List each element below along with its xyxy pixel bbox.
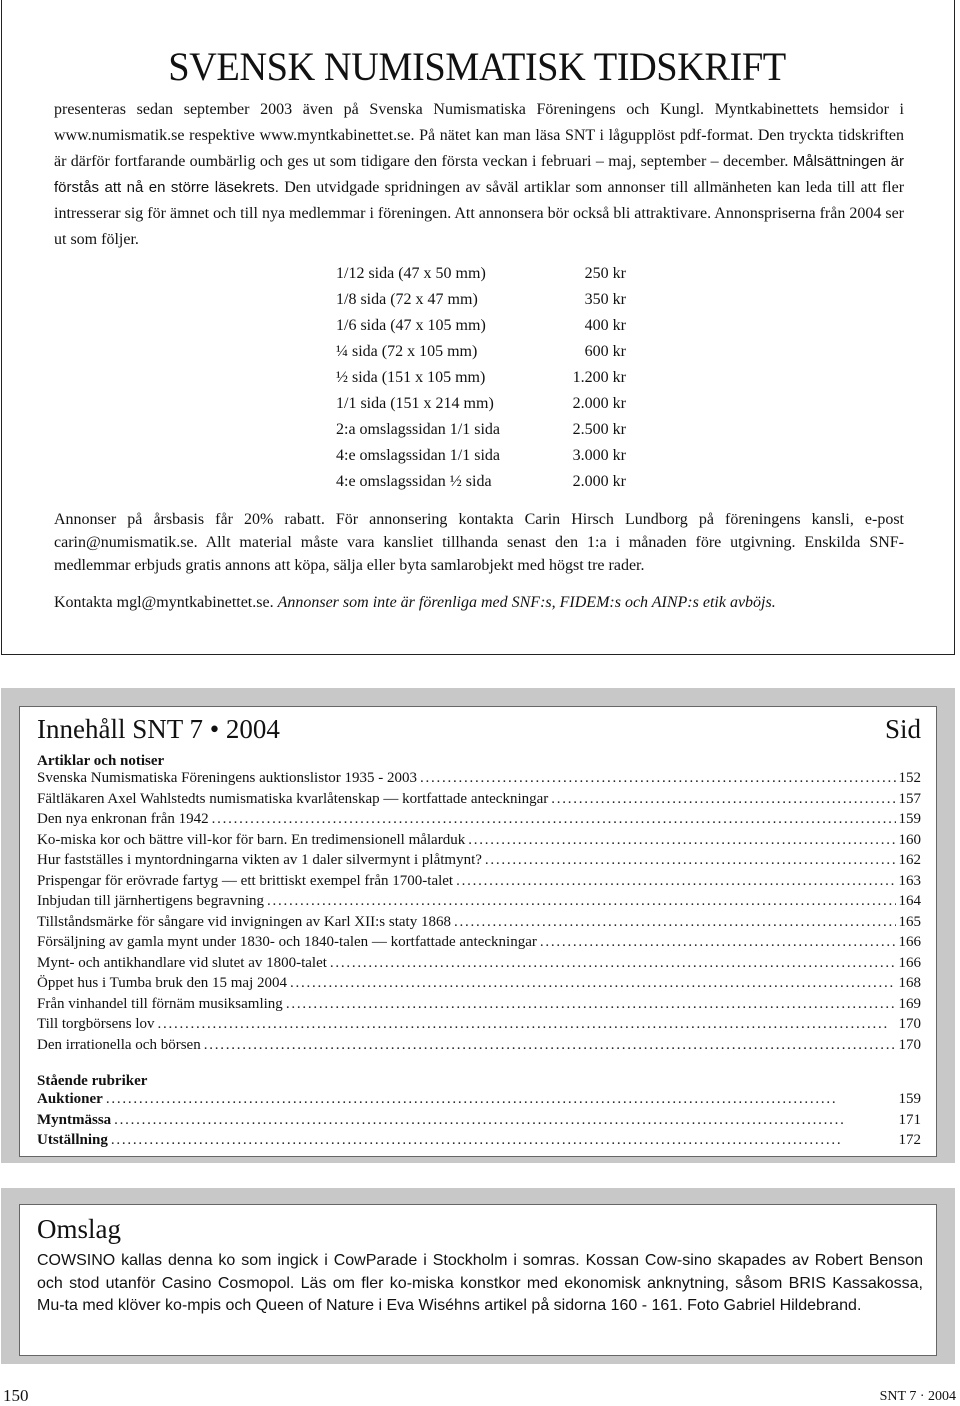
toc-entry[interactable]	[37, 770, 921, 791]
contact-email: Kontakta mgl@myntkabinettet.se.	[54, 594, 274, 611]
leader-dots	[106, 1091, 896, 1108]
toc-entry-page: 166	[898, 954, 921, 971]
price-amount: 600 kr	[584, 343, 626, 360]
regular-sections-heading: Stående rubriker	[37, 1073, 148, 1089]
cover-heading: Omslag	[37, 1214, 121, 1244]
leader-dots	[158, 1016, 896, 1033]
price-amount: 2.000 kr	[572, 473, 626, 490]
price-row	[336, 261, 626, 287]
toc-entry-title: Ko-miska kor och bättre vill-kor för barn. En tredimensionell målarduk	[37, 831, 466, 848]
toc-entry-page: 164	[898, 893, 921, 909]
toc-entry-page: 163	[898, 872, 921, 889]
price-amount: 3.000 kr	[572, 447, 626, 464]
intro-text-3: Den utvidgade spridningen av såväl artiklar som annonser till allmänheten kan leda till att fler intresserar sig för ämnet och till nya medlemmar i föreningen. Att annonsera bör också bli attraktivare. Annonspriserna från 2004 ser ut som följer.	[54, 179, 905, 248]
toc-entry[interactable]	[37, 811, 921, 832]
toc-entry-page: 166	[898, 934, 921, 950]
toc-entry-page: 172	[898, 1132, 921, 1148]
toc-entry[interactable]	[37, 955, 921, 976]
leader-dots	[204, 1037, 896, 1054]
toc-entry-page: 160	[898, 831, 921, 848]
price-row	[336, 417, 626, 443]
toc-entry-page: 170	[898, 1036, 921, 1053]
toc-entry-title: Myntmässa	[37, 1111, 112, 1128]
toc-entry[interactable]	[37, 893, 921, 914]
leader-dots	[551, 791, 895, 808]
toc-entry-page: 169	[898, 995, 921, 1012]
toc-entry-title: Tillståndsmärke för sångare vid invigningen av Karl XII:s staty 1868	[37, 913, 451, 930]
contact-line	[54, 592, 904, 614]
price-size: 1/12 sida (47 x 50 mm)	[336, 265, 486, 282]
intro-text-1: presenteras sedan september 2003 även på Svenska Numismatiska Föreningens och Kungl. Myntkabinettets hemsidor i www.numismatik.se respektive www.myntkabinettet.se. På nätet kan man läsa SNT i lågupplöst pdf-format. Den tryckta tidskriften är därför fortfarande oumbärlig och ges ut som tidigare den första veckan i februari – maj, september – december.	[54, 101, 904, 170]
toc-entry[interactable]	[37, 914, 921, 935]
toc-entry-title: Öppet hus i Tumba bruk den 15 maj 2004	[37, 975, 287, 991]
toc-entry[interactable]	[37, 1091, 921, 1112]
toc-entry-page: 162	[898, 852, 921, 868]
toc-entry-page: 159	[898, 811, 921, 827]
toc-entry[interactable]	[37, 832, 921, 853]
toc-entry[interactable]	[37, 1037, 921, 1058]
toc-entry[interactable]	[37, 791, 921, 812]
toc-entry-title: Prispengar för erövrade fartyg — ett brittiskt exempel från 1700-talet	[37, 872, 454, 889]
price-row	[336, 339, 626, 365]
page-title: SVENSK NUMISMATISK TIDSKRIFT	[168, 44, 786, 89]
price-size: 2:a omslagssidan 1/1 sida	[336, 421, 500, 438]
toc-entry[interactable]	[37, 1112, 921, 1133]
toc-entry-title: Från vinhandel till förnäm musiksamling	[37, 995, 283, 1012]
leader-dots	[540, 934, 896, 951]
advertising-terms: Annonser på årsbasis får 20% rabatt. För annonsering kontakta Carin Hirsch Lundborg på föreningens kansli, e-post carin@numismatik.se. Allt material måste vara kansliet tillhanda senast den 1:a i månaden före utgivning. Enskilda SNF-medlemmar erbjuds gratis annons att köpa, sälja eller byta samlarobjekt med högst tre rader.	[54, 511, 904, 574]
price-size: 1/1 sida (151 x 214 mm)	[336, 395, 494, 412]
price-row	[336, 365, 626, 391]
toc-title: Innehåll SNT 7 • 2004	[37, 714, 280, 744]
toc-entry-title: Försäljning av gamla mynt under 1830- och 1840-talen — kortfattade anteckningar	[37, 934, 537, 950]
price-size: 4:e omslagssidan 1/1 sida	[336, 447, 500, 464]
toc-entry-title: Hur fastställes i myntordningarna vikten av 1 daler silvermynt i plåtmynt?	[37, 852, 482, 868]
price-size: 1/8 sida (72 x 47 mm)	[336, 291, 478, 308]
price-amount: 2.500 kr	[572, 421, 626, 438]
issue-label: SNT 7 · 2004	[879, 1389, 956, 1404]
toc-header	[37, 712, 921, 746]
price-row	[336, 391, 626, 417]
toc-entry[interactable]	[37, 1132, 921, 1153]
price-row	[336, 287, 626, 313]
toc-entry-title: Auktioner	[37, 1091, 103, 1107]
toc-entry-title: Den nya enkronan från 1942	[37, 811, 209, 827]
toc-entry-page: 170	[898, 1016, 921, 1032]
price-list	[336, 261, 626, 495]
leader-dots	[456, 873, 895, 890]
intro-text-2: Målsättningen är förstås att nå en större läsekrets.	[54, 153, 904, 196]
price-amount: 250 kr	[584, 265, 626, 282]
toc-entry-title: Den irrationella och börsen	[37, 1036, 201, 1053]
leader-dots	[212, 811, 896, 828]
toc-entry[interactable]	[37, 975, 921, 996]
leader-dots	[111, 1132, 896, 1149]
toc-entry-title: Svenska Numismatiska Föreningens auktionslistor 1935 - 2003	[37, 770, 417, 786]
leader-dots	[454, 914, 896, 931]
toc-entry-title: Till torgbörsens lov	[37, 1016, 155, 1032]
leader-dots	[468, 832, 895, 849]
toc-entry[interactable]	[37, 934, 921, 955]
price-amount: 1.200 kr	[572, 369, 626, 386]
toc-entry-page: 165	[898, 913, 921, 930]
leader-dots	[286, 996, 896, 1013]
contact-note: Annonser som inte är förenliga med SNF:s, FIDEM:s och AINP:s etik avböjs.	[277, 594, 776, 611]
toc-entry-title: Utställning	[37, 1132, 108, 1148]
cover-description: COWSINO kallas denna ko som ingick i CowParade i Stockholm i somras. Kossan Cow-sino skapades av Robert Benson och stod utanför Casino Cosmopol. Läs om fler ko-miska konstkor med ekonomisk anknytning, såsom BRIS Kassakossa, Mu-ta med klöver ko-mpis och Queen of Nature i Eva Wiséhns artikel på sidorna 160 - 161. Foto Gabriel Hildebrand.	[37, 1252, 923, 1314]
toc-entry-page: 157	[898, 790, 921, 807]
toc-entry-page: 171	[898, 1111, 921, 1128]
leader-dots	[267, 893, 895, 910]
price-size: 1/6 sida (47 x 105 mm)	[336, 317, 486, 334]
regular-sections-list	[37, 1091, 921, 1153]
toc-entry[interactable]	[37, 1016, 921, 1037]
articles-list	[37, 770, 921, 1057]
toc-entry[interactable]	[37, 996, 921, 1017]
toc-entry-page: 159	[898, 1091, 921, 1107]
price-amount: 400 kr	[584, 317, 626, 334]
toc-entry-page: 152	[898, 770, 921, 786]
leader-dots	[290, 975, 896, 992]
price-row	[336, 313, 626, 339]
articles-heading: Artiklar och notiser	[37, 753, 165, 769]
intro-paragraph	[54, 97, 904, 253]
toc-entry-page: 168	[898, 975, 921, 991]
leader-dots	[330, 955, 896, 972]
page-number: 150	[3, 1386, 29, 1405]
toc-entry[interactable]	[37, 873, 921, 894]
toc-entry-title: Fältläkaren Axel Wahlstedts numismatiska kvarlåtenskap — kortfattade anteckningar	[37, 790, 549, 807]
price-row	[336, 469, 626, 495]
price-size: ½ sida (151 x 105 mm)	[336, 369, 486, 386]
toc-entry-title: Mynt- och antikhandlare vid slutet av 1800-talet	[37, 954, 327, 971]
leader-dots	[420, 770, 896, 787]
toc-entry[interactable]	[37, 852, 921, 873]
price-amount: 350 kr	[584, 291, 626, 308]
price-size: ¼ sida (72 x 105 mm)	[336, 343, 478, 360]
toc-page-column-label: Sid	[884, 714, 921, 744]
leader-dots	[114, 1112, 895, 1129]
leader-dots	[485, 852, 896, 869]
price-amount: 2.000 kr	[572, 395, 626, 412]
price-row	[336, 443, 626, 469]
toc-entry-title: Inbjudan till järnhertigens begravning	[37, 893, 265, 909]
price-size: 4:e omslagssidan ½ sida	[336, 473, 492, 490]
